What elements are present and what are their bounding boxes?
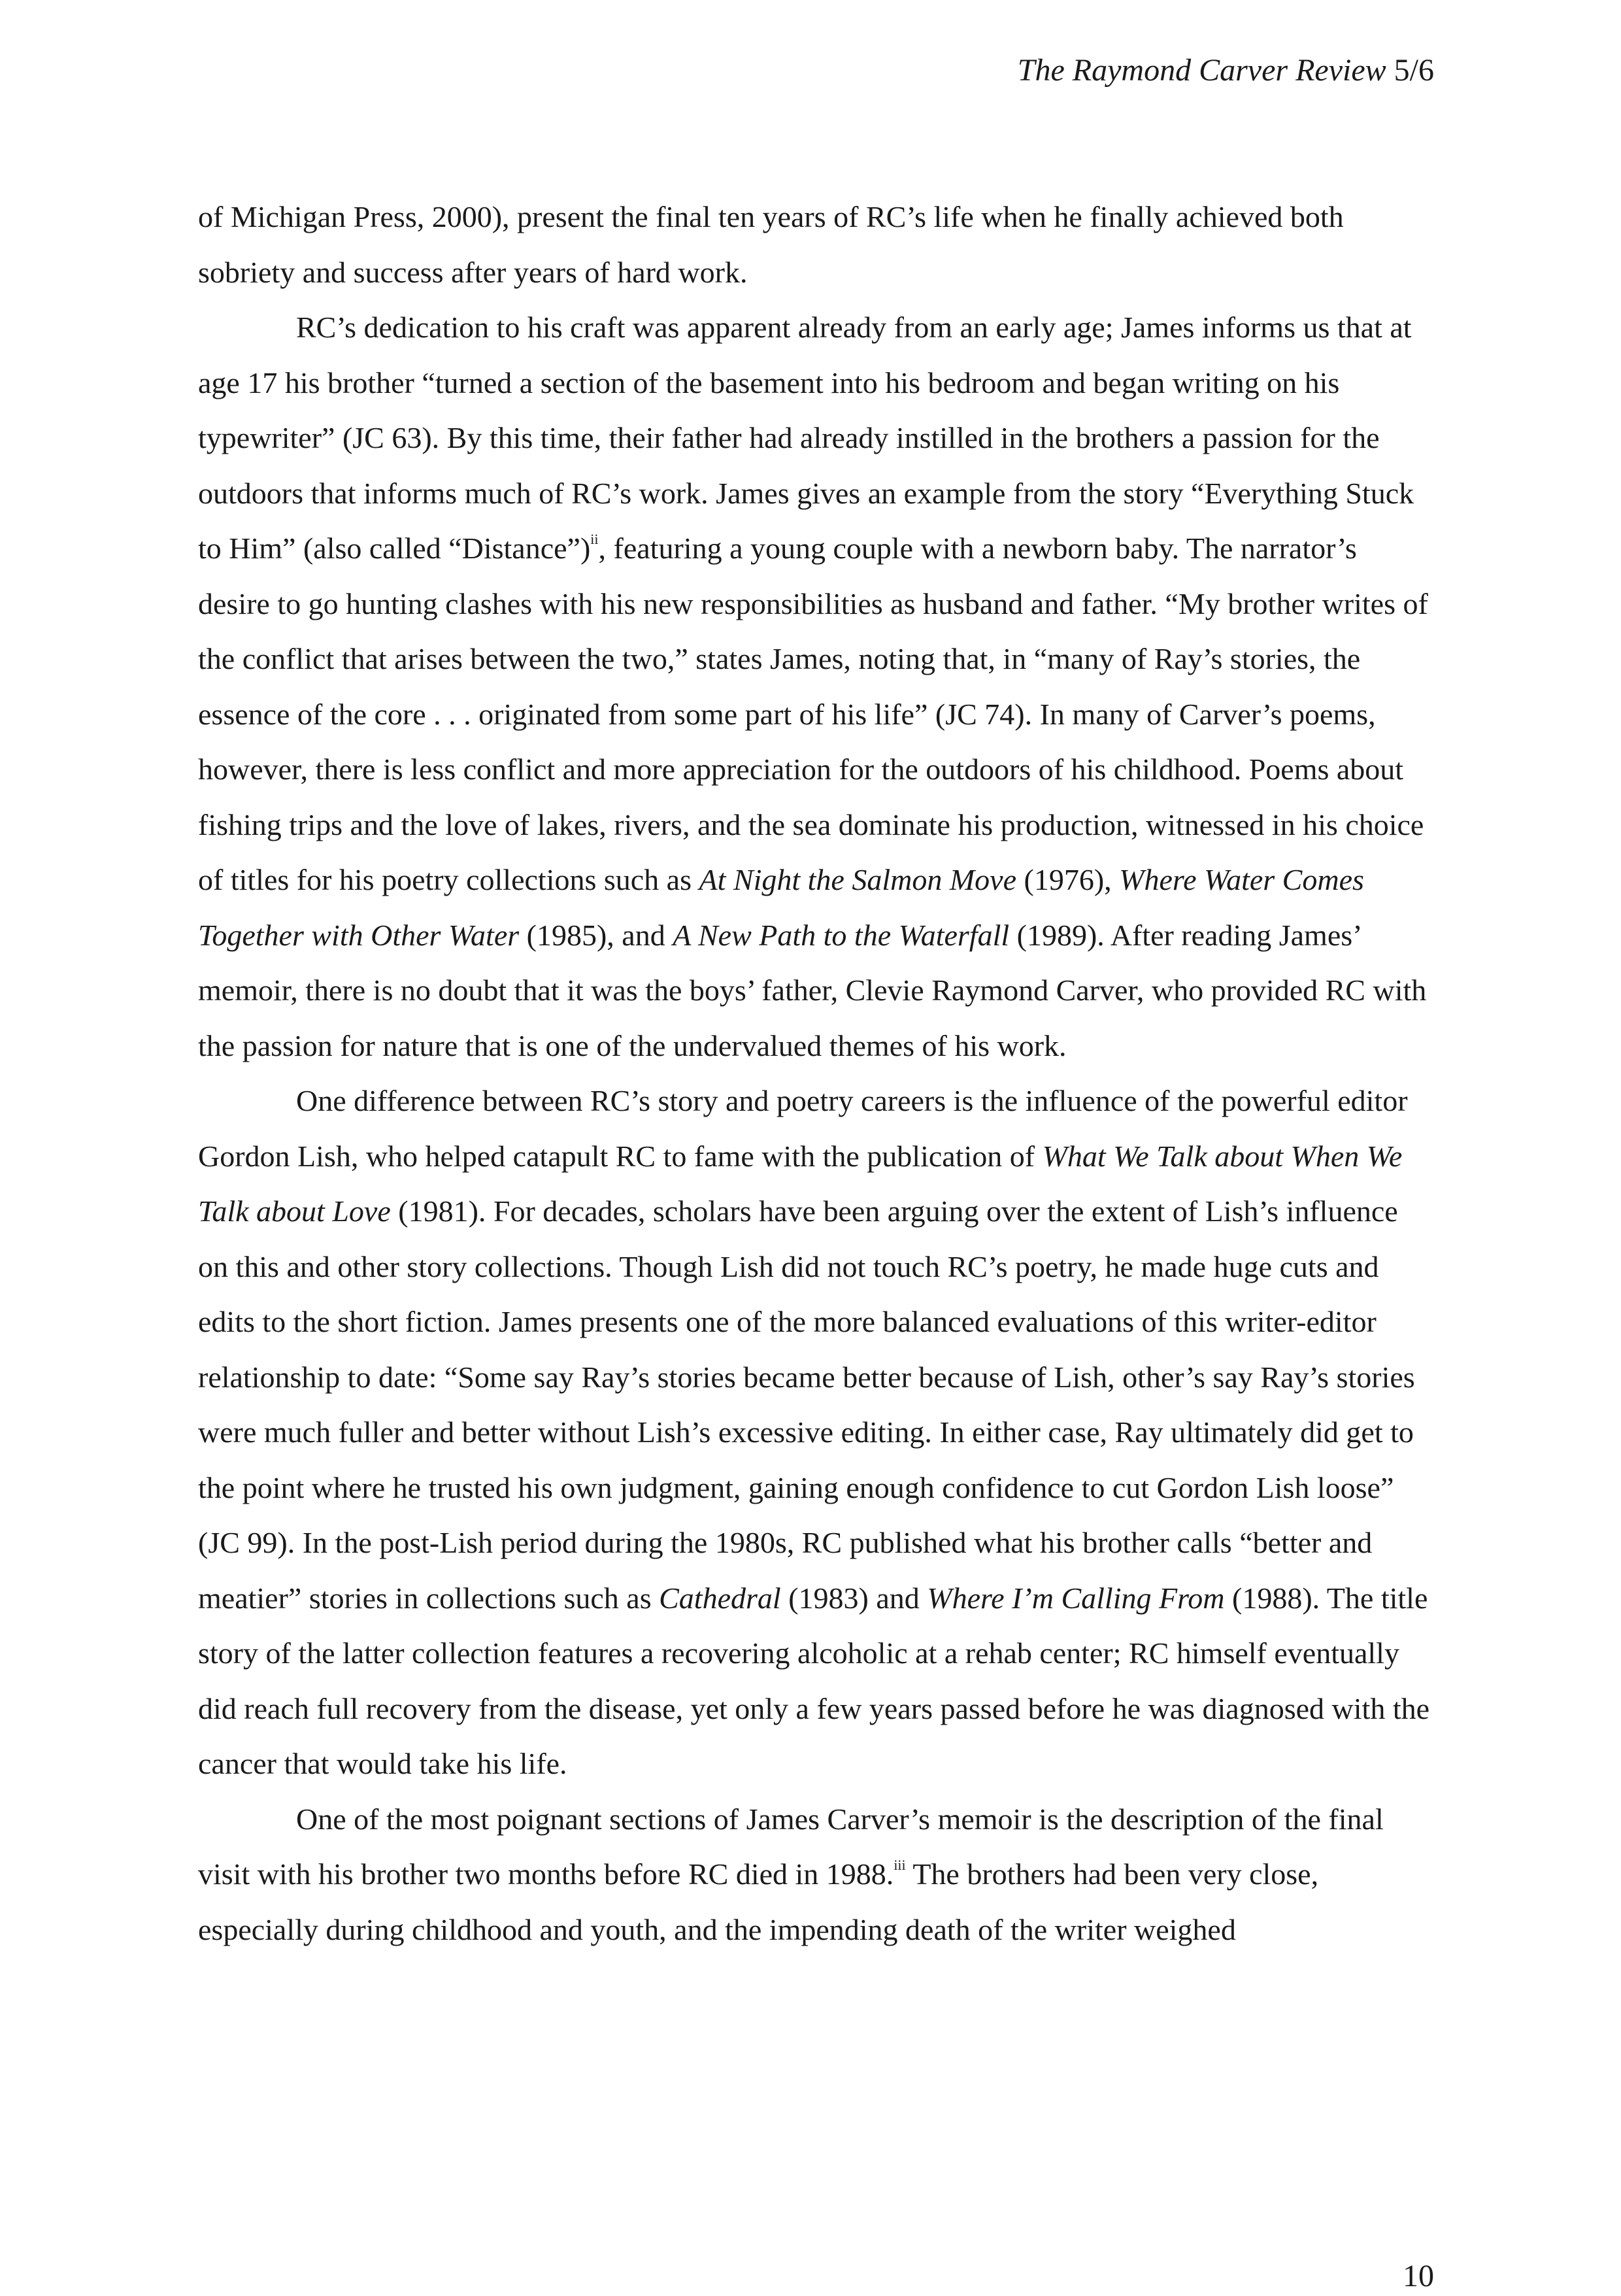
text-run: (1976), xyxy=(1016,863,1120,896)
text-run: RC’s dedication to his craft was apparent already from an early age; James informs us that at age 17 his brother “turned a section of the basement into his bedroom and began writing on his typewriter” (JC 63). By this time, their father had already instilled in the brothers a passion for the outdoors that informs much of RC’s work. James gives an example from the story “Everything Stuck to Him” (also called “Distance”) xyxy=(198,311,1414,565)
page-number: 10 xyxy=(1403,2259,1434,2293)
text-run: of Michigan Press, 2000), present the final ten years of RC’s life when he finally achieved both sobriety and success after years of hard work. xyxy=(198,200,1344,289)
text-run: One of the most poignant sections of James Carver’s memoir is the description of the final visit with his brother two months before RC died in 1988. xyxy=(198,1802,1384,1891)
text-run: (1981). For decades, scholars have been arguing over the extent of Lish’s influence on this and other story collections. Though Lish did not touch RC’s poetry, he made huge cuts and edits to the short fiction. James presents one of the more balanced evaluations of this writer-editor relationship to date: “Some say Ray’s stories became better because of Lish, other’s say Ray’s stories were much fuller and better without Lish’s excessive editing. In either case, Ray ultimately did get to the point where he trusted his own judgment, gaining enough confidence to cut Gordon Lish loose” (JC 99). In the post-Lish period during the 1980s, RC published what his brother calls “better and meatier” stories in collections such as xyxy=(198,1194,1415,1615)
endnote-marker: iii xyxy=(894,1857,906,1873)
text-run: , featuring a young couple with a newborn baby. The narrator’s desire to go hunting clashes with his new responsibilities as husband and father. “My brother writes of the conflict that arises between the two,” states James, noting that, in “many of Ray’s stories, the essence of the core . . . originated from some part of his life” (JC 74). In many of Carver’s poems, however, there is less conflict and more appreciation for the outdoors of his childhood. Poems about fishing trips and the love of lakes, rivers, and the sea dominate his production, witnessed in his choice of titles for his poetry collections such as xyxy=(198,532,1428,896)
italic-title: At Night the Salmon Move xyxy=(699,863,1016,896)
text-run: (1988). The title story of the latter collection features a recovering alcoholic at a rehab center; RC himself eventually did reach full recovery from the disease, yet only a few years passed before he was diagnosed with the cancer that would take his life. xyxy=(198,1581,1430,1780)
issue-number: 5/6 xyxy=(1386,53,1434,88)
paragraph xyxy=(198,190,1433,300)
text-run: One difference between RC’s story and poetry careers is the influence of the powerful editor Gordon Lish, who helped catapult RC to fame with the publication of xyxy=(198,1084,1408,1173)
text-run: The brothers had been very close, especially during childhood and youth, and the impending death of the writer weighed xyxy=(198,1857,1319,1946)
italic-title: What We Talk about When We Talk about Love xyxy=(198,1139,1403,1228)
running-header xyxy=(1018,51,1434,90)
text-run: (1989). After reading James’ memoir, there is no doubt that it was the boys’ father, Clevie Raymond Carver, who provided RC with the passion for nature that is one of the undervalued themes of his work. xyxy=(198,918,1427,1062)
text-run: (1983) and xyxy=(780,1581,927,1615)
text-run: (1985), and xyxy=(519,918,673,952)
paragraph xyxy=(198,1792,1433,1958)
italic-title: Cathedral xyxy=(659,1581,781,1615)
article-body xyxy=(198,190,1433,1957)
paragraph xyxy=(198,300,1433,1073)
italic-title: Where I’m Calling From xyxy=(927,1581,1225,1615)
journal-title: The Raymond Carver Review xyxy=(1017,53,1386,88)
endnote-marker: ii xyxy=(590,531,599,547)
italic-title: Where Water Comes Together with Other Water xyxy=(198,863,1364,952)
paragraph xyxy=(198,1073,1433,1792)
italic-title: A New Path to the Waterfall xyxy=(673,918,1010,952)
